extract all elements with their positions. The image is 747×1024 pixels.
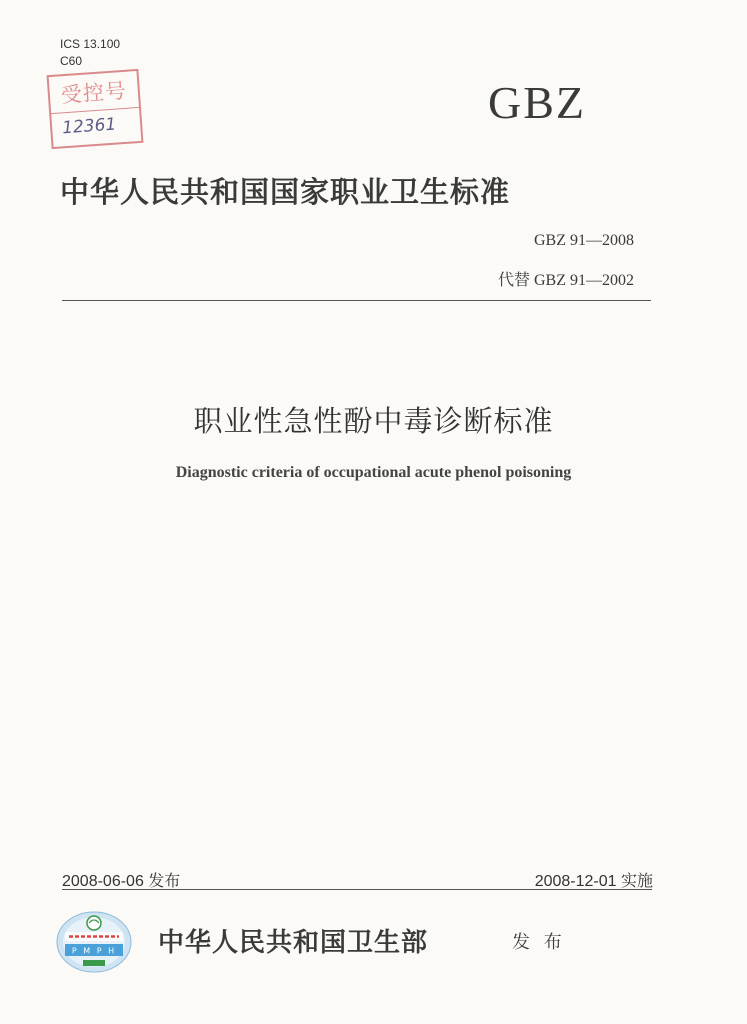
classification-codes xyxy=(60,36,120,70)
category-code: C60 xyxy=(60,54,83,68)
implementation-date: 2008-12-01 实施 xyxy=(534,873,653,890)
document-title-english: Diagnostic criteria of occupational acute phenol poisoning xyxy=(175,464,572,481)
gbz-logo: GBZ xyxy=(488,77,586,128)
control-number-stamp xyxy=(47,69,144,149)
top-divider xyxy=(62,300,651,301)
stamp-handwritten-number: 12361 xyxy=(61,114,117,139)
publisher-logo-icon xyxy=(55,906,133,976)
bottom-divider xyxy=(62,889,652,890)
ics-code: ICS 13.100 xyxy=(60,37,121,51)
svg-text:P M P H: P M P H xyxy=(71,946,117,956)
stamp-label: 受控号 xyxy=(60,78,128,108)
standard-number: GBZ 91—2008 xyxy=(534,232,634,249)
publish-label: 发 布 xyxy=(512,932,566,953)
replaces-standard: 代替 GBZ 91—2002 xyxy=(497,272,634,289)
issuer-title: 中华人民共和国国家职业卫生标准 xyxy=(60,175,511,209)
publisher-name: 中华人民共和国卫生部 xyxy=(158,928,429,958)
issue-date: 2008-06-06 发布 xyxy=(62,873,181,890)
document-title-chinese: 职业性急性酚中毒诊断标准 xyxy=(193,404,554,438)
